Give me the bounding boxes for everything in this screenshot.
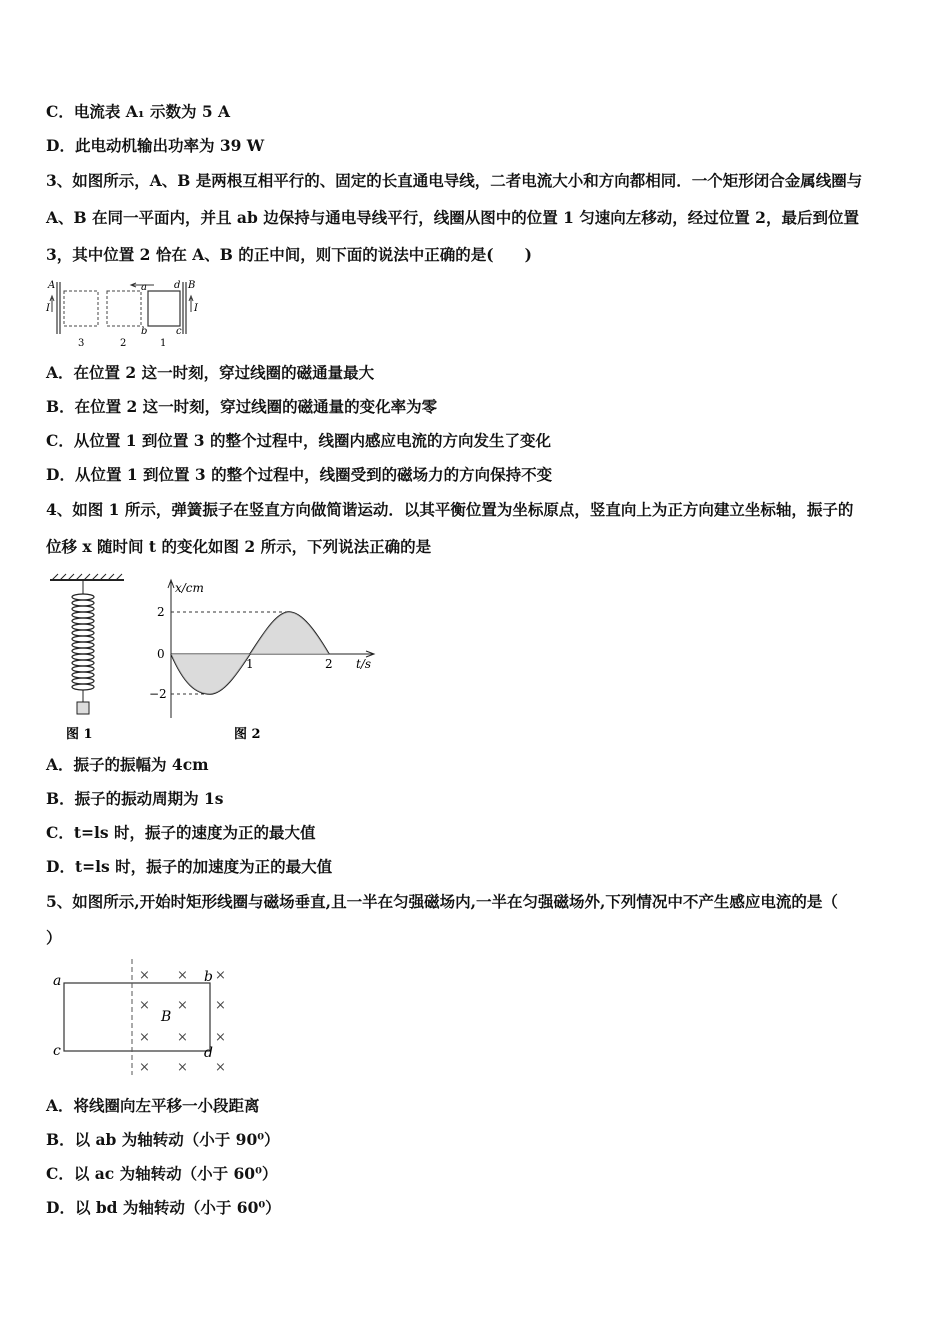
q5-option-c: C．以 ac 为轴转动（小于 60⁰）: [46, 1164, 278, 1183]
cross-3: ×: [215, 968, 226, 983]
q3-stem-line1: 3、如图所示，A、B 是两根互相平行的、固定的长直通电导线，二者电流大小和方向都相同．一个矩形闭合金属线圈与: [46, 171, 863, 190]
fig1-caption: 图 1: [66, 727, 93, 742]
label-a: a: [53, 973, 62, 989]
label-b: b: [204, 969, 213, 985]
q3-wires-figure: [44, 276, 204, 350]
cross-8: ×: [177, 1030, 188, 1045]
cross-10: ×: [139, 1060, 150, 1075]
graph-x-1: 1: [246, 657, 254, 671]
q5-option-b: B．以 ab 为轴转动（小于 90⁰）: [46, 1130, 280, 1149]
label-wire-a: A: [48, 280, 56, 291]
q4-stem-line2: 位移 x 随时间 t 的变化如图 2 所示，下列说法正确的是: [46, 537, 432, 556]
cross-1: ×: [139, 968, 150, 983]
q3-stem-line2: A、B 在同一平面内，并且 ab 边保持与通电导线平行，线圈从图中的位置 1 匀速向左移动，经过位置 2，最后到位置: [46, 208, 859, 227]
q4-stem-line1: 4、如图 1 所示，弹簧振子在竖直方向做简谐运动．以其平衡位置为坐标原点，竖直向上为正方向建立坐标轴，振子的: [46, 500, 854, 519]
graph-y-pos: 2: [157, 605, 165, 619]
label-c: c: [176, 326, 182, 337]
cross-9: ×: [215, 1030, 226, 1045]
q4-option-b: B．振子的振动周期为 1s: [46, 789, 224, 808]
label-current-right: I: [194, 303, 198, 314]
q5-option-d: D．以 bd 为轴转动（小于 60⁰）: [46, 1198, 281, 1217]
label-pos1: 1: [160, 338, 167, 349]
q3-stem-line3: 3，其中位置 2 恰在 A、B 的正中间，则下面的说法中正确的是( ): [46, 245, 532, 264]
cross-2: ×: [177, 968, 188, 983]
graph-y-zero: 0: [157, 647, 165, 661]
cross-5: ×: [177, 998, 188, 1013]
label-d: d: [174, 280, 181, 291]
cross-4: ×: [139, 998, 150, 1013]
q2-option-c: C．电流表 A₁ 示数为 5 A: [46, 102, 231, 121]
q4-option-c: C．t=ls 时，振子的速度为正的最大值: [46, 823, 316, 842]
graph-xlabel: t/s: [356, 657, 372, 671]
graph-ylabel: x/cm: [175, 581, 204, 595]
q3-option-d: D．从位置 1 到位置 3 的整个过程中，线圈受到的磁场力的方向保持不变: [46, 465, 553, 484]
label-pos2: 2: [120, 338, 127, 349]
cross-11: ×: [177, 1060, 188, 1075]
graph-x-2: 2: [325, 657, 333, 671]
cross-12: ×: [215, 1060, 226, 1075]
q2-option-d: D．此电动机输出功率为 39 W: [46, 136, 265, 155]
cross-6: ×: [215, 998, 226, 1013]
label-b: b: [141, 326, 148, 337]
fig2-caption: 图 2: [234, 727, 261, 742]
q3-option-b: B．在位置 2 这一时刻，穿过线圈的磁通量的变化率为零: [46, 397, 438, 416]
label-wire-b: B: [188, 280, 196, 291]
label-current-left: I: [46, 303, 50, 314]
q5-stem-line2: ）: [46, 928, 62, 947]
q3-option-c: C．从位置 1 到位置 3 的整个过程中，线圈内感应电流的方向发生了变化: [46, 431, 551, 450]
label-a: a: [141, 282, 147, 293]
q5-option-a: A．将线圈向左平移一小段距离: [46, 1096, 260, 1115]
q4-spring-figures: [44, 572, 384, 744]
label-d: d: [204, 1045, 213, 1061]
q3-option-a: A．在位置 2 这一时刻，穿过线圈的磁通量最大: [46, 363, 375, 382]
cross-7: ×: [139, 1030, 150, 1045]
label-c: c: [53, 1043, 61, 1059]
q4-option-d: D．t=ls 时，振子的加速度为正的最大值: [46, 857, 333, 876]
label-pos3: 3: [78, 338, 85, 349]
q5-stem-line1: 5、如图所示,开始时矩形线圈与磁场垂直,且一半在匀强磁场内,一半在匀强磁场外,下列情况中不产生感应电流的是（: [46, 892, 838, 911]
q5-coil-figure: [44, 957, 244, 1079]
q4-option-a: A．振子的振幅为 4cm: [46, 755, 209, 774]
label-field-b: B: [161, 1009, 172, 1025]
graph-y-neg: −2: [149, 687, 167, 701]
